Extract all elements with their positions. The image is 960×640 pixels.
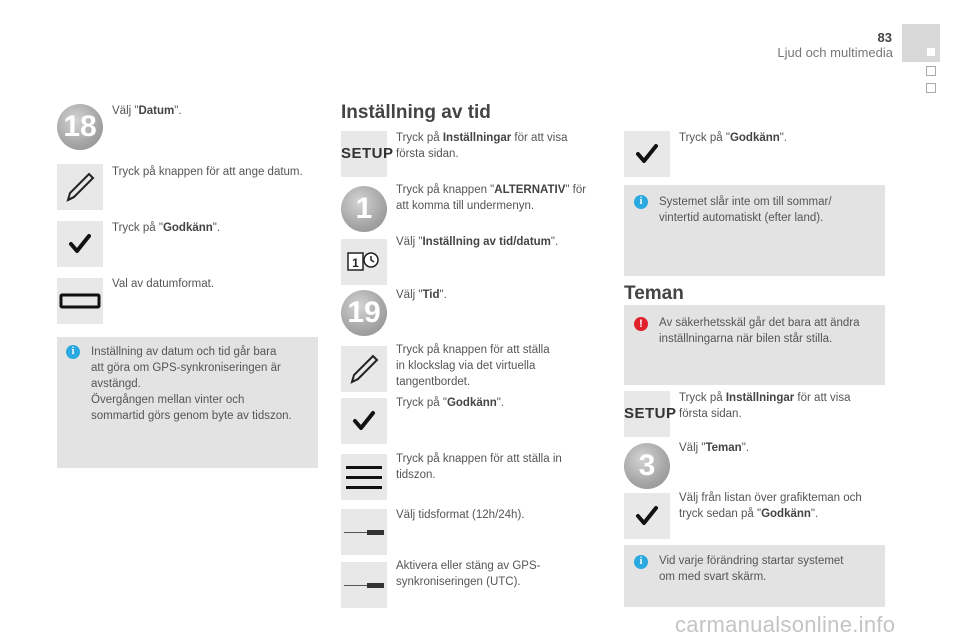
step-text: Val av datumformat. <box>112 278 215 290</box>
time-format-toggle[interactable] <box>341 509 387 555</box>
warning-box <box>624 305 885 385</box>
setup-button[interactable]: SETUP <box>624 391 670 437</box>
gps-sync-toggle[interactable] <box>341 562 387 608</box>
step-text: Tryck på "Godkänn". <box>112 222 221 234</box>
info-icon: i <box>634 555 648 569</box>
checkmark-icon <box>624 131 670 177</box>
info-box <box>624 185 885 276</box>
checkmark-icon <box>57 221 103 267</box>
step-text: Välj "Inställning av tid/datum". <box>396 236 559 248</box>
pencil-button[interactable] <box>341 346 387 392</box>
confirm-button[interactable] <box>624 131 670 177</box>
setup-button[interactable]: SETUP <box>341 131 387 177</box>
info-text: Systemet slår inte om till sommar/ vintertid automatiskt (efter land). <box>659 196 832 224</box>
svg-text:1: 1 <box>352 256 359 270</box>
pencil-icon <box>57 164 103 210</box>
step-text: Tryck på knappen för att ange datum. <box>112 166 303 178</box>
format-bar-icon <box>57 278 103 324</box>
step-text: Tryck på "Godkänn". <box>679 132 788 144</box>
clock-calendar-icon <box>341 239 387 285</box>
step-number-1: 1 <box>341 186 387 232</box>
step-text: Tryck på "Godkänn". <box>396 397 505 409</box>
step-text: Tryck på Inställningar för att visa första sidan. <box>396 132 568 160</box>
section-heading: Teman <box>624 283 684 304</box>
pencil-icon <box>341 346 387 392</box>
step-text: Tryck på knappen för att ställa in klockslag via det virtuella tangentbordet. <box>396 344 550 388</box>
info-text: Vid varje förändring startar systemet om med svart skärm. <box>659 555 844 583</box>
warning-icon: ! <box>634 317 648 331</box>
section-heading: Inställning av tid <box>341 102 491 123</box>
step-text: Välj från listan över grafikteman och tryck sedan på "Godkänn". <box>679 492 862 520</box>
sidebar-tab-active[interactable] <box>902 24 940 62</box>
step-number-19: 19 <box>341 290 387 336</box>
step-text: Tryck på knappen för att ställa in tidszon. <box>396 453 562 481</box>
step-text: Välj "Datum". <box>112 105 182 117</box>
toggle-slider-icon <box>341 509 387 555</box>
step-text: Välj "Teman". <box>679 442 749 454</box>
sidebar-tab-3[interactable] <box>926 83 936 93</box>
date-format-button[interactable] <box>57 278 103 324</box>
info-icon: i <box>66 345 80 359</box>
time-date-settings-button[interactable] <box>341 239 387 285</box>
confirm-button[interactable] <box>57 221 103 267</box>
page-number: 83 <box>877 30 892 45</box>
sidebar-tabs <box>900 0 960 640</box>
step-text: Tryck på knappen "ALTERNATIV" för att komma till undermenyn. <box>396 184 587 212</box>
confirm-button[interactable] <box>624 493 670 539</box>
timezone-list-button[interactable] <box>341 454 387 500</box>
info-box <box>624 545 885 607</box>
section-title: Ljud och multimedia <box>777 45 893 60</box>
list-icon <box>341 454 387 500</box>
step-text: Tryck på Inställningar för att visa första sidan. <box>679 392 851 420</box>
sidebar-tab-2[interactable] <box>926 66 936 76</box>
step-text: Välj "Tid". <box>396 289 447 301</box>
watermark: carmanualsonline.info <box>675 612 896 637</box>
pencil-button[interactable] <box>57 164 103 210</box>
warning-text: Av säkerhetsskäl går det bara att ändra inställningarna när bilen står stilla. <box>659 317 860 345</box>
checkmark-icon <box>341 398 387 444</box>
info-icon: i <box>634 195 648 209</box>
info-box <box>57 337 318 468</box>
step-number-3: 3 <box>624 443 670 489</box>
info-text: Inställning av datum och tid går bara att göra om GPS-synkroniseringen är avstängd. Övergången mellan vinter och sommartid görs genom byte av tidszon. <box>91 346 292 422</box>
checkmark-icon <box>624 493 670 539</box>
step-text: Aktivera eller stäng av GPS- synkroniseringen (UTC). <box>396 560 541 588</box>
step-text: Välj tidsformat (12h/24h). <box>396 509 525 521</box>
toggle-slider-icon <box>341 562 387 608</box>
step-number-18: 18 <box>57 104 103 150</box>
confirm-button[interactable] <box>341 398 387 444</box>
sidebar-tab-marker <box>927 48 935 56</box>
